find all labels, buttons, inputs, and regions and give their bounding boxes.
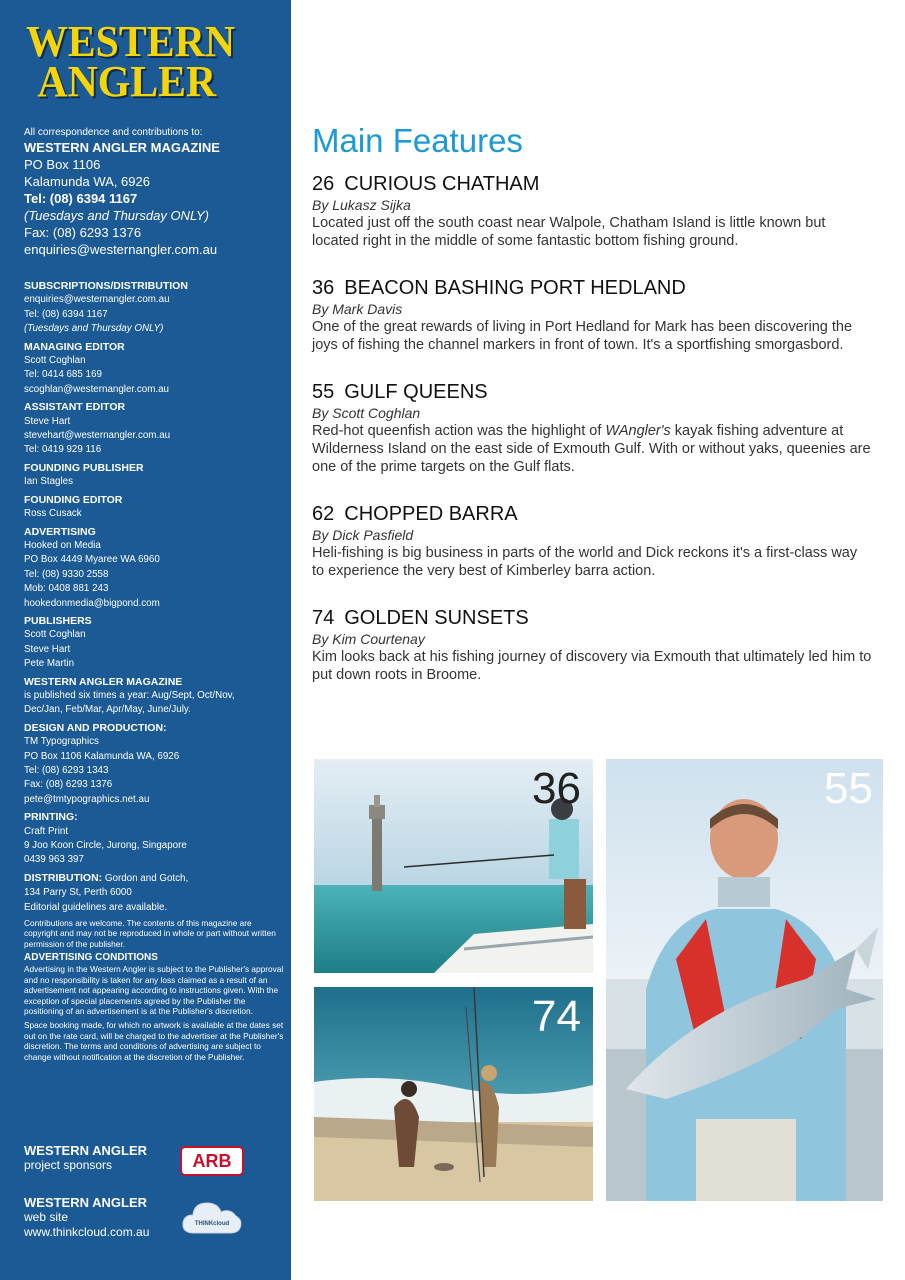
credit-managing-editor	[24, 340, 286, 398]
advertising-conditions-text: Advertising in the Western Angler is subject to the Publisher's approval and no responsibility is taken for any loss claimed as a result of an advertisement not appearing according to instructions given. With the exception of special placements agreed by the Publisher the positioning of an advertisement is at the Publisher's discretion.	[24, 964, 284, 1016]
space-booking-text: Space booking made, for which no artwork is available at the dates set out on the rate card, will be charged to the advertiser at the Publisher's discretion. The terms and conditions of advertising are subject to change without notification at the discretion of the Publisher.	[24, 1020, 284, 1062]
credit-head: FOUNDING EDITOR	[24, 493, 123, 506]
feature-item[interactable]	[312, 380, 872, 476]
credit-founding-publisher	[24, 461, 286, 490]
credit-founding-editor	[24, 493, 286, 522]
credit-line: Tel: 0419 929 116	[24, 444, 102, 456]
feature-item[interactable]	[312, 172, 872, 250]
credit-line: PO Box 1106 Kalamunda WA, 6926	[24, 750, 180, 762]
credit-assistant-editor	[24, 400, 286, 458]
credit-line: is published six times a year: Aug/Sept, Oct/Nov,	[24, 689, 235, 701]
credit-line: Scott Coghlan	[24, 355, 86, 367]
thinkcloud-logo[interactable]	[180, 1195, 244, 1239]
western-angler-logo	[26, 17, 236, 106]
credit-line: Dec/Jan, Feb/Mar, Apr/May, June/July.	[24, 704, 191, 716]
credit-line[interactable]: stevehart@westernangler.com.au	[24, 430, 171, 442]
photo-page-number: 74	[532, 992, 581, 1041]
photo-golden-sunsets[interactable]	[314, 987, 593, 1201]
credit-head: DESIGN AND PRODUCTION:	[24, 721, 167, 734]
contact-po-box: PO Box 1106	[24, 157, 101, 172]
feature-title-text: CHOPPED BARRA	[344, 503, 518, 525]
credit-line: Tel: 0414 685 169	[24, 369, 102, 381]
website-url[interactable]: www.thinkcloud.com.au	[24, 1225, 150, 1239]
contact-block	[24, 126, 284, 258]
feature-page-number: 26	[312, 173, 335, 195]
feature-page-number: 36	[312, 277, 335, 299]
contributions-notice: Contributions are welcome. The contents of this magazine are copyright and may not be reproduced in whole or part without written permission of the publisher.	[24, 918, 276, 949]
feature-title-text: GULF QUEENS	[344, 381, 488, 403]
credit-line: Steve Hart	[24, 415, 71, 427]
logo-line-2: ANGLER	[37, 57, 217, 106]
feature-author: By Scott Coghlan	[312, 405, 421, 421]
credit-line: Tel: (08) 6293 1343	[24, 765, 109, 776]
photo-page-number: 55	[824, 764, 873, 813]
credit-line: Fax: (08) 6293 1376	[24, 779, 113, 791]
queenfish-photo-illustration	[606, 759, 883, 1201]
credit-advertising	[24, 525, 286, 611]
credit-distribution	[24, 871, 286, 915]
feature-description: Located just off the south coast near Walpole, Chatham Island is little known but located right in the middle of some fantastic bottom fishing ground.	[312, 215, 826, 249]
credit-line[interactable]: enquiries@westernangler.com.au	[24, 294, 170, 306]
sidebar	[0, 0, 291, 1280]
distribution-rest: Gordon and Gotch,	[102, 872, 189, 884]
credit-head: MANAGING EDITOR	[24, 340, 125, 353]
credit-line: 9 Joo Koon Circle, Jurong, Singapore	[24, 840, 187, 852]
credit-head: ADVERTISING	[24, 525, 96, 538]
feature-item[interactable]	[312, 606, 872, 684]
distribution-line-3: Editorial guidelines are available.	[24, 901, 168, 913]
feature-title-text: BEACON BASHING PORT HEDLAND	[344, 277, 686, 299]
photo-beacon-bashing[interactable]	[314, 759, 593, 973]
credit-line[interactable]: pete@tmtypographics.net.au	[24, 793, 150, 805]
credit-line: Tel: (08) 9330 2558	[24, 568, 109, 580]
feature-page-number: 62	[312, 503, 335, 525]
magazine-name-italic: WAngler's	[605, 423, 671, 439]
sponsors-block	[24, 1143, 286, 1240]
feature-author: By Lukasz Sijka	[312, 197, 411, 213]
contact-magazine: WESTERN ANGLER MAGAZINE	[24, 140, 220, 155]
credit-head: PRINTING:	[24, 811, 78, 824]
credits-list	[24, 276, 286, 1062]
credit-line: Scott Coghlan	[24, 629, 86, 641]
contact-intro: All correspondence and contributions to:	[24, 127, 203, 138]
advertising-conditions-head: ADVERTISING CONDITIONS	[24, 952, 158, 964]
credit-line[interactable]: hookedonmedia@bigpond.com	[24, 597, 160, 609]
credit-line: Mob: 0408 881 243	[24, 583, 109, 595]
credit-line: Ross Cusack	[24, 508, 82, 520]
feature-description: Heli-fishing is big business in parts of the world and Dick reckons it's a first-class way to experience the very best of Kimberley barra action.	[312, 545, 858, 579]
main-content	[312, 120, 872, 684]
feature-description: Red-hot queenfish action was the highlight of WAngler's kayak fishing adventure at Wilderness Island on the east side of Exmouth Gulf. With or without yaks, queenies are one of the prime targets on the Gulf flats.	[312, 423, 871, 475]
credit-line: Steve Hart	[24, 643, 71, 655]
credit-line[interactable]: scoghlan@westernangler.com.au	[24, 383, 170, 395]
feature-title	[312, 606, 872, 630]
credit-line: Craft Print	[24, 825, 69, 837]
feature-author: By Mark Davis	[312, 301, 403, 317]
photo-gulf-queens[interactable]	[606, 759, 883, 1201]
credit-line: Hooked on Media	[24, 539, 101, 551]
distribution-line-2: 134 Parry St, Perth 6000	[24, 887, 132, 899]
contact-suburb: Kalamunda WA, 6926	[24, 174, 150, 189]
credit-head: FOUNDING PUBLISHER	[24, 461, 144, 474]
website-head: WESTERN ANGLER	[24, 1195, 148, 1210]
feature-author: By Kim Courtenay	[312, 631, 425, 647]
feature-description: One of the great rewards of living in Port Hedland for Mark has been discovering the joys of fishing the channel markers in front of town. It's a sportfishing smorgasbord.	[312, 319, 853, 353]
feature-title	[312, 380, 872, 404]
credit-line: Tel: (08) 6394 1167	[24, 308, 108, 320]
arb-logo[interactable]: ARB	[180, 1146, 244, 1176]
credit-head: SUBSCRIPTIONS/DISTRIBUTION	[24, 280, 188, 292]
feature-page-number: 55	[312, 381, 335, 403]
website-sub: web site	[24, 1210, 69, 1224]
contact-tel: Tel: (08) 6394 1167	[24, 191, 138, 206]
feature-title	[312, 172, 872, 196]
sponsors-head: WESTERN ANGLER	[24, 1143, 148, 1158]
photo-page-number: 36	[532, 764, 581, 813]
credit-line: 0439 963 397	[24, 854, 84, 866]
credit-publishers	[24, 614, 286, 672]
credit-design-production	[24, 721, 286, 807]
credit-printing	[24, 810, 286, 868]
credit-line: PO Box 4449 Myaree WA 6960	[24, 554, 160, 566]
credit-head: PUBLISHERS	[24, 614, 92, 627]
feature-title	[312, 502, 872, 526]
contact-hours: (Tuesdays and Thursday ONLY)	[24, 208, 209, 223]
credit-head: WESTERN ANGLER MAGAZINE	[24, 675, 183, 688]
feature-item[interactable]	[312, 276, 872, 354]
distribution-head: DISTRIBUTION:	[24, 871, 103, 884]
feature-author: By Dick Pasfield	[312, 527, 414, 543]
feature-title-text: GOLDEN SUNSETS	[344, 607, 529, 629]
sponsors-sub: project sponsors	[24, 1158, 113, 1172]
logo-line-1: WESTERN	[26, 17, 236, 66]
page-title: Main Features	[312, 122, 523, 159]
contact-email[interactable]: enquiries@westernangler.com.au	[24, 242, 218, 257]
credit-line: (Tuesdays and Thursday ONLY)	[24, 323, 164, 335]
feature-item[interactable]	[312, 502, 872, 580]
credit-subscriptions	[24, 279, 286, 337]
credit-line: Ian Stagles	[24, 476, 74, 488]
credit-head: ASSISTANT EDITOR	[24, 401, 126, 414]
feature-description: Kim looks back at his fishing journey of discovery via Exmouth that ultimately led him to put down roots in Broome.	[312, 649, 872, 683]
thinkcloud-label: THINKcloud	[194, 1221, 230, 1227]
feature-title-text: CURIOUS CHATHAM	[344, 173, 540, 195]
feature-page-number: 74	[312, 607, 335, 629]
credit-magazine-schedule	[24, 675, 286, 718]
credit-line: TM Typographics	[24, 736, 99, 748]
contact-fax: Fax: (08) 6293 1376	[24, 225, 142, 240]
feature-title	[312, 276, 872, 300]
credit-line: Pete Martin	[24, 658, 75, 670]
